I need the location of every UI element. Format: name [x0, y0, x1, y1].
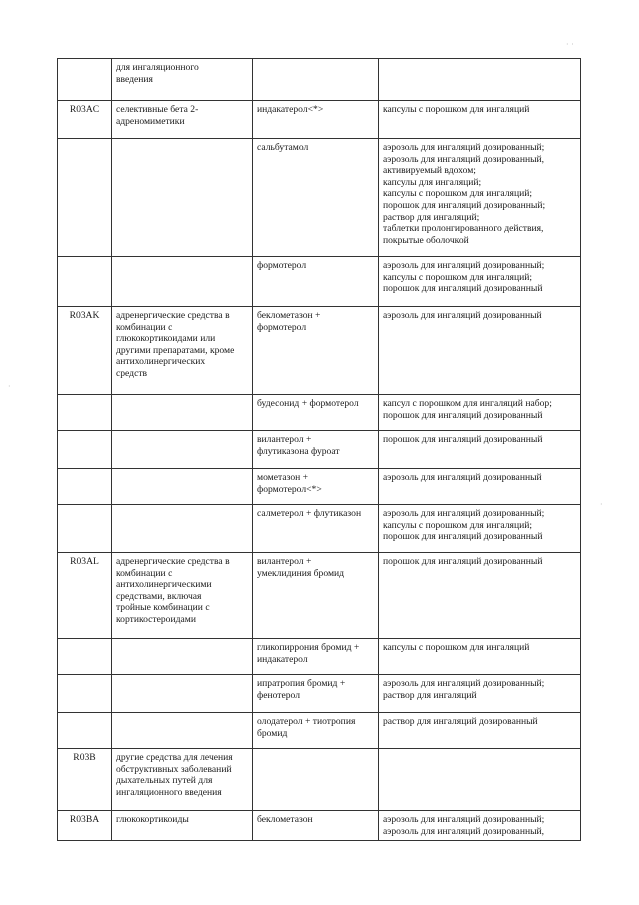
cell-text-line: фенотерол	[257, 689, 300, 701]
cell-text-line: ипратропия бромид +	[257, 678, 346, 689]
cell-text-line: глюкокортикоидами или	[116, 333, 216, 345]
dosage-forms-cell	[379, 505, 581, 553]
anatomical-therapeutic-group-cell	[112, 811, 253, 841]
anatomical-therapeutic-group-cell	[112, 431, 253, 469]
cell-text-line: капсулы с порошком для ингаляций;	[383, 188, 533, 200]
medicinal-substance-cell	[253, 639, 379, 675]
scan-speck: ·	[600, 500, 603, 509]
table-row	[58, 811, 581, 841]
atc-code-cell	[58, 139, 112, 257]
cell-text-line: другими препаратами, кроме	[116, 344, 235, 356]
dosage-forms-cell	[379, 395, 581, 431]
medicinal-substance-cell	[253, 431, 379, 469]
atc-code-cell: R03BA	[58, 811, 112, 841]
anatomical-therapeutic-group-cell	[112, 307, 253, 395]
table-row	[58, 257, 581, 307]
anatomical-therapeutic-group-cell	[112, 505, 253, 553]
atc-code-cell	[58, 59, 112, 101]
atc-code-cell	[58, 639, 112, 675]
cell-text-line: обструктивных заболеваний	[116, 763, 232, 775]
dosage-forms-cell	[379, 811, 581, 841]
anatomical-therapeutic-group-cell	[112, 749, 253, 811]
cell-text-line: порошок для ингаляций дозированный;	[383, 199, 546, 211]
cell-text-line: аэрозоль для ингаляций дозированный,	[383, 825, 545, 837]
cell-text-line: аэрозоль для ингаляций дозированный;	[383, 508, 545, 519]
atc-code-cell: R03AC	[58, 101, 112, 139]
table-row	[58, 431, 581, 469]
dosage-forms-cell	[379, 307, 581, 395]
cell-text-line: антихолинергических	[116, 356, 206, 368]
cell-text-line: селективные бета 2-	[116, 104, 199, 115]
dosage-forms-cell	[379, 431, 581, 469]
medicinal-substance-cell	[253, 505, 379, 553]
cell-text-line: порошок для ингаляций дозированный	[383, 556, 543, 567]
medicinal-substance-cell	[253, 811, 379, 841]
scan-speck: · ·	[566, 40, 574, 49]
atc-code-cell: R03B	[58, 749, 112, 811]
anatomical-therapeutic-group-cell	[112, 59, 253, 101]
medicinal-substance-cell	[253, 675, 379, 713]
dosage-forms-cell	[379, 257, 581, 307]
cell-text-line: капсулы с порошком для ингаляций;	[383, 271, 533, 283]
cell-text-line: порошок для ингаляций дозированный	[383, 531, 543, 543]
cell-text-line: аэрозоль для ингаляций дозированный;	[383, 260, 545, 271]
anatomical-therapeutic-group-cell	[112, 139, 253, 257]
scan-speck: ·	[8, 382, 11, 391]
table-row	[58, 505, 581, 553]
medicinal-substance-cell	[253, 307, 379, 395]
medicinal-substance-cell	[253, 139, 379, 257]
medicinal-substance-cell	[253, 553, 379, 639]
dosage-forms-cell	[379, 639, 581, 675]
atc-code-cell: R03AL	[58, 553, 112, 639]
cell-text-line: введения	[116, 73, 153, 85]
medicinal-substance-cell	[253, 395, 379, 431]
anatomical-therapeutic-group-cell	[112, 675, 253, 713]
cell-text-line: порошок для ингаляций дозированный	[383, 283, 543, 295]
cell-text-line: глюкокортикоиды	[116, 814, 189, 825]
cell-text-line: раствор для ингаляций;	[383, 211, 480, 223]
atc-code-cell	[58, 713, 112, 749]
cell-text-line: аэрозоль для ингаляций дозированный;	[383, 678, 545, 689]
table-row	[58, 469, 581, 505]
dosage-forms-cell	[379, 101, 581, 139]
table-row	[58, 101, 581, 139]
drug-classification-table	[57, 58, 581, 841]
cell-text-line: средств	[116, 367, 148, 379]
table-row	[58, 395, 581, 431]
cell-text-line: комбинации с	[116, 567, 173, 579]
dosage-forms-cell	[379, 139, 581, 257]
anatomical-therapeutic-group-cell	[112, 257, 253, 307]
cell-text-line: капсулы для ингаляций;	[383, 176, 482, 188]
cell-text-line: капсулы с порошком для ингаляций	[383, 642, 530, 653]
cell-text-line: капсулы с порошком для ингаляций	[383, 104, 530, 115]
cell-text-line: умеклидиния бромид	[257, 567, 345, 579]
medicinal-substance-cell	[253, 469, 379, 505]
cell-text-line: кортикостероидами	[116, 613, 196, 625]
cell-text-line: дыхательных путей для	[116, 775, 213, 787]
dosage-forms-cell	[379, 59, 581, 101]
table-row	[58, 749, 581, 811]
cell-text-line: активируемый вдохом;	[383, 165, 476, 177]
cell-text-line: порошок для ингаляций дозированный	[383, 409, 543, 421]
table-row	[58, 639, 581, 675]
table-row	[58, 675, 581, 713]
atc-code-cell	[58, 257, 112, 307]
cell-text-line: капсул с порошком для ингаляций набор;	[383, 398, 552, 409]
cell-text-line: бромид	[257, 727, 288, 739]
anatomical-therapeutic-group-cell	[112, 713, 253, 749]
cell-text-line: таблетки пролонгированного действия,	[383, 223, 544, 235]
atc-code-cell	[58, 469, 112, 505]
cell-text-line: адренергические средства в	[116, 310, 230, 321]
cell-text-line: покрытые оболочкой	[383, 234, 469, 246]
cell-text-line: формотерол	[257, 321, 307, 333]
cell-text-line: индакатерол<*>	[257, 104, 324, 115]
cell-text-line: раствор для ингаляций	[383, 689, 477, 701]
cell-text-line: беклометазон	[257, 814, 313, 825]
cell-text-line: аэрозоль для ингаляций дозированный;	[383, 142, 545, 153]
medicinal-substance-cell	[253, 749, 379, 811]
anatomical-therapeutic-group-cell	[112, 101, 253, 139]
table-row	[58, 139, 581, 257]
cell-text-line: адренергические средства в	[116, 556, 230, 567]
cell-text-line: ингаляционного введения	[116, 786, 222, 798]
cell-text-line: антихолинергическими	[116, 579, 212, 591]
table-body	[58, 59, 581, 841]
cell-text-line: аэрозоль для ингаляций дозированный,	[383, 153, 545, 165]
atc-code-cell	[58, 505, 112, 553]
medicinal-substance-cell	[253, 257, 379, 307]
cell-text-line: для ингаляционного	[116, 62, 199, 73]
table-row	[58, 59, 581, 101]
dosage-forms-cell	[379, 469, 581, 505]
cell-text-line: раствор для ингаляций дозированный	[383, 716, 538, 727]
cell-text-line: индакатерол	[257, 653, 308, 665]
atc-code-cell	[58, 395, 112, 431]
atc-code-cell	[58, 431, 112, 469]
cell-text-line: вилантерол +	[257, 556, 312, 567]
cell-text-line: олодатерол + тиотропия	[257, 716, 356, 727]
medicinal-substance-cell	[253, 713, 379, 749]
cell-text-line: комбинации с	[116, 321, 173, 333]
cell-text-line: формотерол	[257, 260, 307, 271]
dosage-forms-cell	[379, 675, 581, 713]
cell-text-line: мометазон +	[257, 472, 309, 483]
cell-text-line: аэрозоль для ингаляций дозированный;	[383, 814, 545, 825]
cell-text-line: формотерол<*>	[257, 483, 322, 495]
cell-text-line: гликопиррония бромид +	[257, 642, 360, 653]
cell-text-line: аэрозоль для ингаляций дозированный	[383, 310, 542, 321]
cell-text-line: порошок для ингаляций дозированный	[383, 434, 543, 445]
cell-text-line: тройные комбинации с	[116, 602, 210, 614]
table-row	[58, 307, 581, 395]
cell-text-line: салметерол + флутиказон	[257, 508, 362, 519]
table-row	[58, 713, 581, 749]
table-row	[58, 553, 581, 639]
anatomical-therapeutic-group-cell	[112, 639, 253, 675]
cell-text-line: адреномиметики	[116, 115, 185, 127]
cell-text-line: сальбутамол	[257, 142, 309, 153]
anatomical-therapeutic-group-cell	[112, 553, 253, 639]
atc-code-cell	[58, 675, 112, 713]
cell-text-line: беклометазон +	[257, 310, 321, 321]
dosage-forms-cell	[379, 749, 581, 811]
medicinal-substance-cell	[253, 59, 379, 101]
cell-text-line: вилантерол +	[257, 434, 312, 445]
cell-text-line: средствами, включая	[116, 590, 202, 602]
anatomical-therapeutic-group-cell	[112, 395, 253, 431]
dosage-forms-cell	[379, 713, 581, 749]
medicinal-substance-cell	[253, 101, 379, 139]
cell-text-line: флутиказона фуроат	[257, 445, 340, 457]
cell-text-line: капсулы с порошком для ингаляций;	[383, 519, 533, 531]
cell-text-line: аэрозоль для ингаляций дозированный	[383, 472, 542, 483]
anatomical-therapeutic-group-cell	[112, 469, 253, 505]
cell-text-line: другие средства для лечения	[116, 752, 233, 763]
dosage-forms-cell	[379, 553, 581, 639]
atc-code-cell: R03AK	[58, 307, 112, 395]
cell-text-line: будесонид + формотерол	[257, 398, 359, 409]
